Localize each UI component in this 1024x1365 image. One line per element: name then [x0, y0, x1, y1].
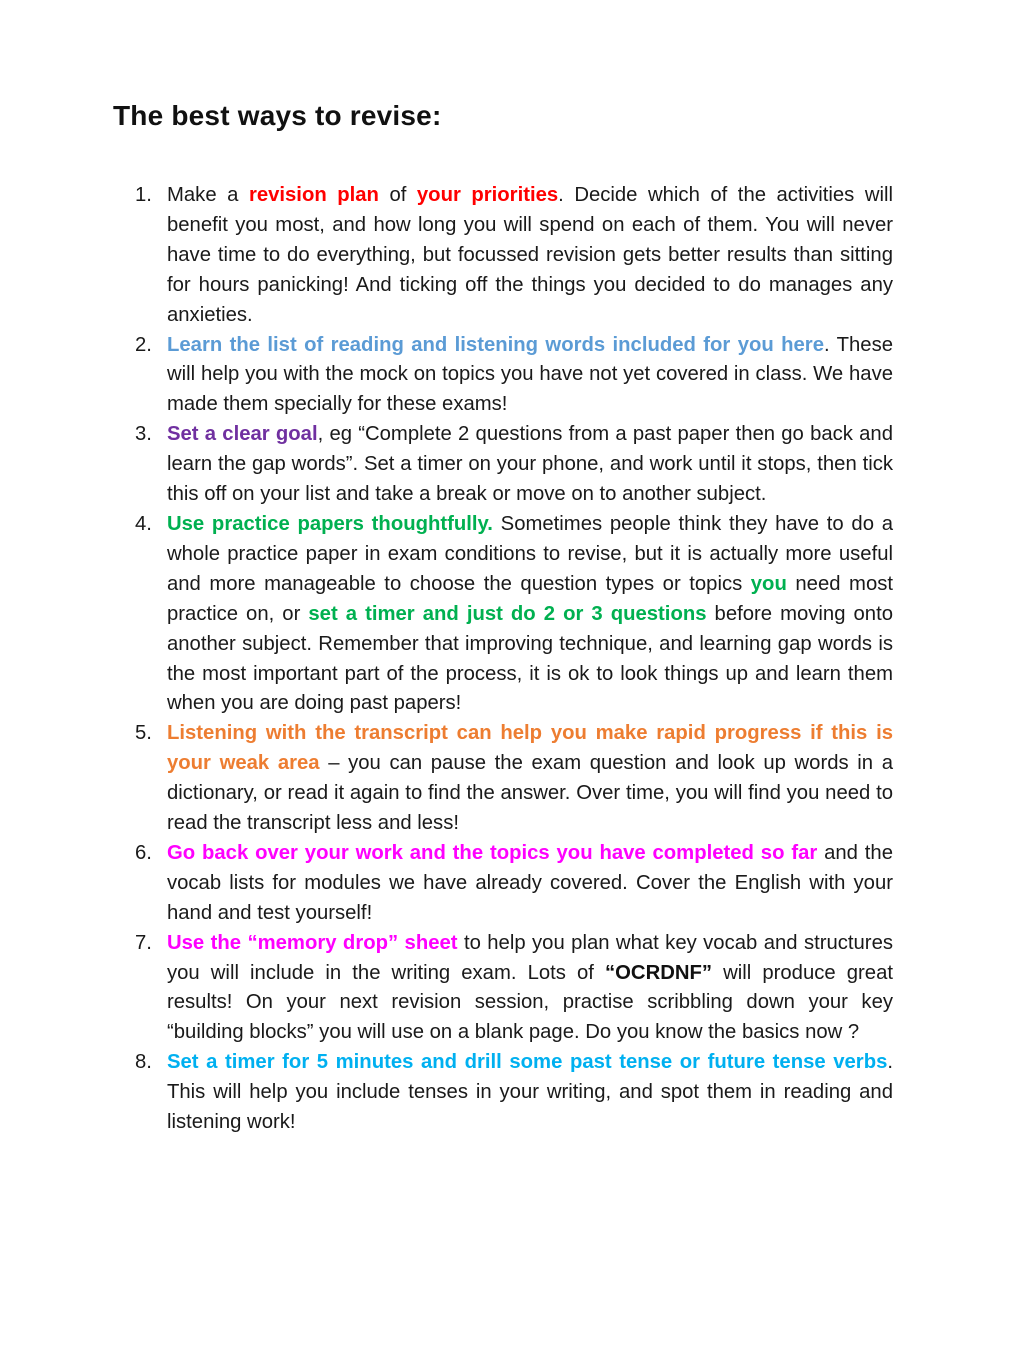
list-item — [127, 331, 893, 421]
highlighted-text: your priorities — [416, 184, 559, 206]
list-item — [127, 929, 893, 1049]
highlighted-text: Use the “memory drop” sheet — [167, 931, 458, 954]
body-text: . Decide which of the activities will benefit you most, and how long you will spend on each of them. You will never have time to do everything, but focussed revision gets better results than sitting for hours panicking! And ticking off the things you decided to do manages any anxieties. — [167, 184, 893, 326]
highlighted-text: you — [750, 572, 787, 595]
body-text: Sometimes people think they have to do a whole practice paper in exam conditions to revise, but it is actually more useful and more manageable to choose the question types or topics — [167, 512, 893, 595]
list-item-number: 1. — [135, 184, 152, 206]
highlighted-text: Set a timer for 5 minutes and drill some past tense or future tense verbs — [167, 1051, 888, 1074]
body-text: of — [378, 184, 417, 206]
list-item-number: 6. — [135, 841, 152, 864]
body-text: . This will help you include tenses in your writing, and spot them in reading and listening work! — [167, 1051, 893, 1134]
body-text: will produce great results! On your next revision session, practise scribbling down your key “building blocks” you will use on a blank page. Do you know the basics now ? — [167, 961, 893, 1044]
body-text: . These will help you with the mock on topics you have not yet covered in class. We have made them specially for these exams! — [167, 333, 893, 416]
highlighted-text: Listening with the transcript can help you make rapid progress if this is your weak area — [167, 722, 893, 775]
highlighted-text: Go back over your work and the topics you have completed so far — [167, 841, 818, 864]
list-item-number: 5. — [135, 722, 152, 745]
list-item — [127, 1048, 893, 1138]
body-text: Make a — [167, 184, 249, 206]
list-item — [127, 420, 893, 510]
list-item-number: 8. — [135, 1051, 152, 1074]
list-item — [127, 510, 893, 719]
list-item-number: 2. — [135, 333, 152, 356]
body-text: before moving onto another subject. Remember that improving technique, and learning gap words is the most important part of the process, it is ok to look things up and learn them when you are doing past papers! — [167, 602, 893, 715]
body-text: need most practice on, or — [167, 572, 893, 625]
list-item — [127, 719, 893, 839]
body-text: – you can pause the exam question and look up words in a dictionary, or read it again to find the answer. Over time, you will find you need to read the transcript less and less! — [167, 752, 893, 835]
body-text: to help you plan what key vocab and structures you will include in the writing exam. Lots of — [167, 931, 893, 984]
list-item-number: 3. — [135, 423, 152, 446]
highlighted-text: set a timer and just do 2 or 3 questions — [308, 602, 707, 625]
list-item — [127, 181, 893, 331]
body-text: and the vocab lists for modules we have already covered. Cover the English with your hand and test yourself! — [167, 841, 893, 924]
list-item-number: 4. — [135, 512, 152, 535]
body-text: , eg “Complete 2 questions from a past paper then go back and learn the gap words”. Set a timer on your phone, and work until it stops, then tick this off on your list and take a break or move on to another subject. — [167, 423, 893, 506]
highlighted-text: revision plan — [248, 184, 379, 206]
list-item-number: 7. — [135, 931, 152, 954]
revision-tips-list — [127, 181, 893, 1138]
highlighted-text: “OCRDNF” — [605, 961, 713, 984]
list-item — [127, 839, 893, 929]
highlighted-text: Set a clear goal — [167, 423, 318, 446]
page-title: The best ways to revise: — [113, 100, 442, 131]
highlighted-text: Use practice papers thoughtfully. — [167, 512, 493, 535]
highlighted-text: Learn the list of reading and listening words included for you here — [167, 333, 824, 356]
